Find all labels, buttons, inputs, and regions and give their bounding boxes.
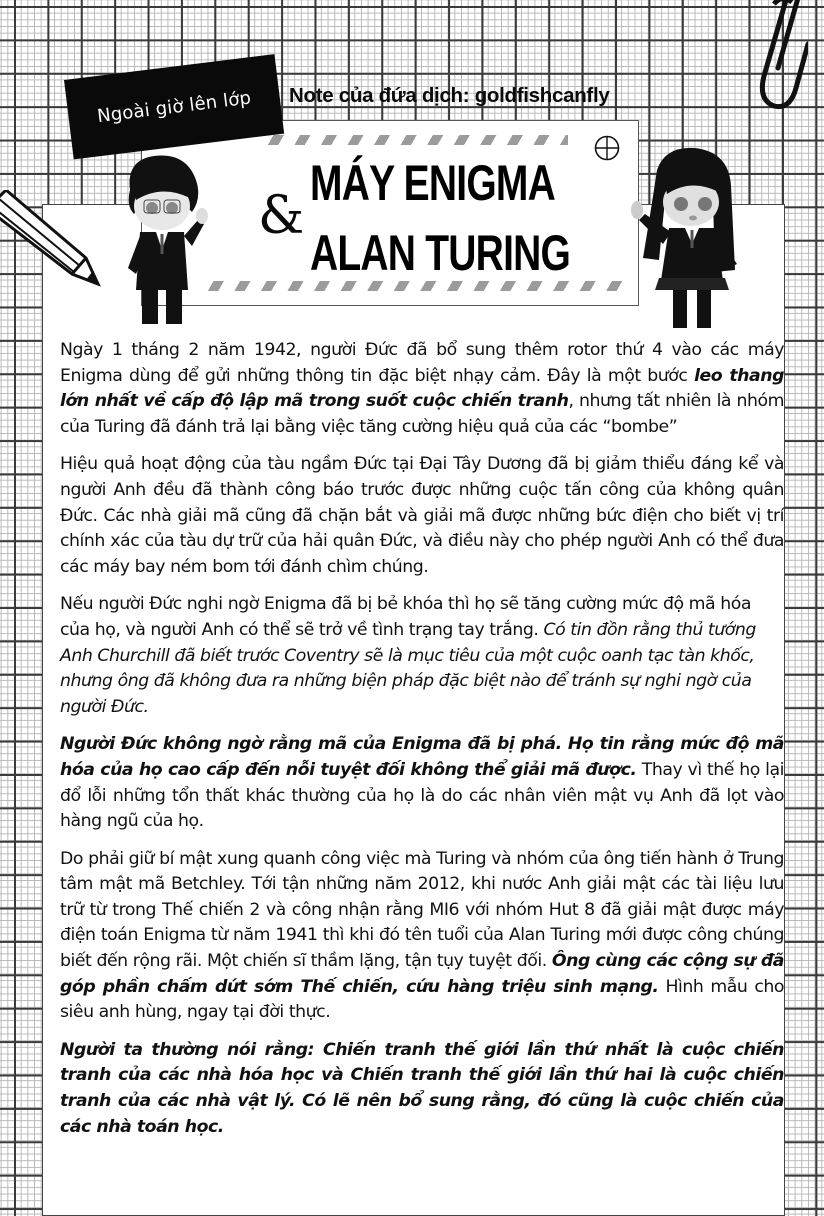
translator-note: Note của đứa dịch: goldfishcanfly xyxy=(289,84,610,107)
title-line-2: ALAN TURING xyxy=(310,225,571,281)
p1-text: Ngày 1 tháng 2 năm 1942, người Đức đã bổ sung thêm rotor thứ 4 vào các máy Enigma dùng để gửi những thông tin đặc biệt nhạy cảm. Đây là một bước xyxy=(60,340,784,386)
p3-text: Nếu người Đức nghi ngờ Enigma đã bị bẻ khóa thì họ sẽ tăng cường mức độ mã hóa của họ, và người Anh có thể sẽ trở về tình trạng tay trắng. xyxy=(60,594,751,640)
article-body xyxy=(60,338,787,1152)
title-ampersand: & xyxy=(258,186,305,246)
paperclip-icon xyxy=(742,0,808,114)
p5-emphasis: Ông cùng các cộng sự đã góp phần chấm dứt sớm Thế chiến, cứu hàng triệu sinh mạng. xyxy=(60,951,784,997)
corner-label-text: Ngoài giờ lên lớp xyxy=(95,86,253,127)
p1-emphasis: leo thang lớn nhất về cấp độ lập mã trong suốt cuộc chiến tranh xyxy=(60,365,784,412)
p1-text-end: , nhưng tất nhiên là nhóm của Turing đã đánh trả lại bằng việc tăng cường hiệu quả của các “bombe” xyxy=(60,391,784,437)
paragraph-1 xyxy=(60,338,784,440)
pencil-icon xyxy=(0,190,114,290)
p2-text: Hiệu quả hoạt động của tàu ngầm Đức tại Đại Tây Dương đã bị giảm thiểu đáng kể và người Anh đều đã thành công báo trước được những cuộc tấn công của không quân Đức. Các nhà giải mã cũng đã chặn bắt và giải mã được những bức điện cho biết vị trí chính xác của tàu dự trữ của hải quân Đức, và điều này cho phép người Anh có thể đưa các máy bay ném bom tới đánh chìm chúng. xyxy=(60,454,784,577)
paragraph-6 xyxy=(60,1038,784,1140)
airmail-stripes-bottom xyxy=(202,281,630,291)
title-line-1: MÁY ENIGMA xyxy=(310,155,556,211)
p3-italic: Có tin đồn rằng thủ tướng Anh Churchill đã biết trước Coventry sẽ là mục tiêu của một cuộc oanh tạc tàn khốc, nhưng ông đã không đưa ra những biện pháp đặc biệt nào để tránh sự nghi ngờ của người Đức. xyxy=(60,619,756,717)
girl-character-illustration xyxy=(625,140,745,330)
paragraph-4 xyxy=(60,732,784,834)
p4-emphasis: Người Đức không ngờ rằng mã của Enigma đã bị phá. Họ tin rằng mức độ mã hóa của họ cao cấp đến nỗi tuyệt đối không thể giải mã được. xyxy=(60,734,784,780)
paragraph-2 xyxy=(60,452,784,580)
crosshair-icon xyxy=(594,135,620,161)
p5-text: Do phải giữ bí mật xung quanh công việc mà Turing và nhóm của ông tiến hành ở Trung tâm mật mã Betchley. Tới tận những năm 2012, khi nước Anh giải mật các tài liệu lưu trữ từ trong Thế chiến 2 và công nhận rằng MI6 với nhóm Hut 8 đã giải mật được máy điện toán Enigma từ năm 1941 thì khi đó tên tuổi của Alan Turing mới được công chúng biết đến rộng rãi. Một chiến sĩ thầm lặng, tận tụy tuyệt đối. xyxy=(60,848,784,972)
paragraph-5 xyxy=(60,847,784,1026)
p6-emphasis: Người ta thường nói rằng: Chiến tranh thế giới lần thứ nhất là cuộc chiến tranh của các nhà hóa học và Chiến tranh thế giới lần thứ hai là cuộc chiến tranh của các nhà vật lý. Có lẽ nên bổ sung rằng, đó cũng là cuộc chiến của các nhà toán học. xyxy=(60,1039,784,1137)
p4-text: Thay vì thế họ lại đổ lỗi những tổn thất khác thường của họ là do các nhân viên mật vụ Anh đã lọt vào hàng ngũ của họ. xyxy=(60,759,784,832)
p5-text-end: Hình mẫu cho siêu anh hùng, ngay tại đời thực. xyxy=(60,976,784,1023)
boy-character-illustration xyxy=(112,150,212,325)
airmail-stripes-top xyxy=(262,135,568,145)
paragraph-3 xyxy=(60,592,784,720)
